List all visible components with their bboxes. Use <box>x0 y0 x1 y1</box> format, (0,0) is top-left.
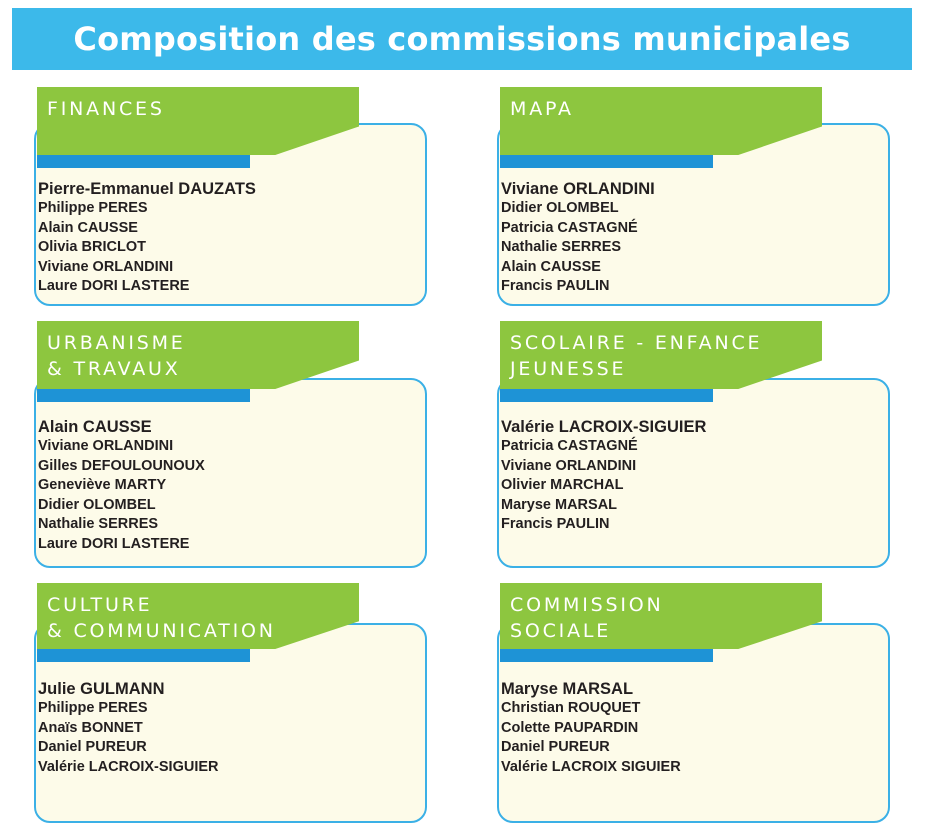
member-name: Nathalie SERRES <box>38 516 159 532</box>
member-name: Alain CAUSSE <box>38 219 138 236</box>
commission-title: COMMISSION SOCIALE <box>510 594 664 642</box>
member-list <box>38 179 256 297</box>
president-name: Pierre-Emmanuel DAUZATS <box>38 180 256 198</box>
commission-title: URBANISME & TRAVAUX <box>47 332 186 380</box>
commission-title: SCOLAIRE - ENFANCE JEUNESSE <box>510 332 763 380</box>
title-banner <box>12 8 912 70</box>
member-name: Valérie LACROIX-SIGUIER <box>38 758 219 775</box>
member-name: Colette PAUPARDIN <box>501 719 639 736</box>
commission-culture-communication <box>24 583 424 823</box>
member-list <box>501 417 706 535</box>
commission-scolaire-enfance-jeunesse <box>487 321 887 561</box>
member-name: Francis PAULIN <box>501 516 610 532</box>
member-name: Viviane ORLANDINI <box>38 258 174 275</box>
member-list <box>501 179 655 297</box>
president-name: Viviane ORLANDINI <box>501 180 655 198</box>
member-name: Patricia CASTAGNÉ <box>501 219 638 236</box>
member-name: Christian ROUQUET <box>501 700 641 716</box>
member-name: Anaïs BONNET <box>38 719 143 736</box>
member-list <box>38 417 205 554</box>
member-name: Viviane ORLANDINI <box>501 457 637 474</box>
member-name: Daniel PUREUR <box>38 739 147 755</box>
member-name: Valérie LACROIX SIGUIER <box>501 758 681 775</box>
member-name: Philippe PERES <box>38 200 148 216</box>
member-name: Olivier MARCHAL <box>501 477 624 493</box>
accent-bar <box>37 155 250 168</box>
member-name: Nathalie SERRES <box>501 239 622 255</box>
commission-title: MAPA <box>510 98 574 120</box>
member-list <box>501 679 681 777</box>
accent-bar <box>37 389 250 402</box>
page-title: Composition des commissions municipales <box>73 20 851 58</box>
member-list <box>38 679 219 777</box>
member-name: Didier OLOMBEL <box>38 496 156 513</box>
president-name: Valérie LACROIX-SIGUIER <box>501 418 707 436</box>
accent-bar <box>37 649 250 662</box>
member-name: Laure DORI LASTERE <box>38 535 190 552</box>
member-name: Gilles DEFOULOUNOUX <box>38 457 205 474</box>
member-name: Alain CAUSSE <box>501 258 601 275</box>
member-name: Francis PAULIN <box>501 278 610 294</box>
member-name: Olivia BRICLOT <box>38 239 146 255</box>
member-name: Philippe PERES <box>38 700 148 716</box>
commission-title: FINANCES <box>47 98 165 120</box>
member-name: Laure DORI LASTERE <box>38 278 190 294</box>
commission-mapa <box>487 87 887 327</box>
member-name: Patricia CASTAGNÉ <box>501 438 638 454</box>
president-name: Julie GULMANN <box>38 680 165 698</box>
member-name: Daniel PUREUR <box>501 739 610 755</box>
accent-bar <box>500 155 713 168</box>
president-name: Maryse MARSAL <box>501 680 634 698</box>
member-name: Maryse MARSAL <box>501 496 618 513</box>
commission-title: CULTURE & COMMUNICATION <box>47 594 276 642</box>
member-name: Didier OLOMBEL <box>501 200 619 216</box>
commission-sociale <box>487 583 887 823</box>
president-name: Alain CAUSSE <box>38 418 152 436</box>
member-name: Geneviève MARTY <box>38 477 167 493</box>
accent-bar <box>500 649 713 662</box>
commission-urbanisme-travaux <box>24 321 424 561</box>
commission-finances <box>24 87 424 327</box>
accent-bar <box>500 389 713 402</box>
member-name: Viviane ORLANDINI <box>38 438 174 454</box>
